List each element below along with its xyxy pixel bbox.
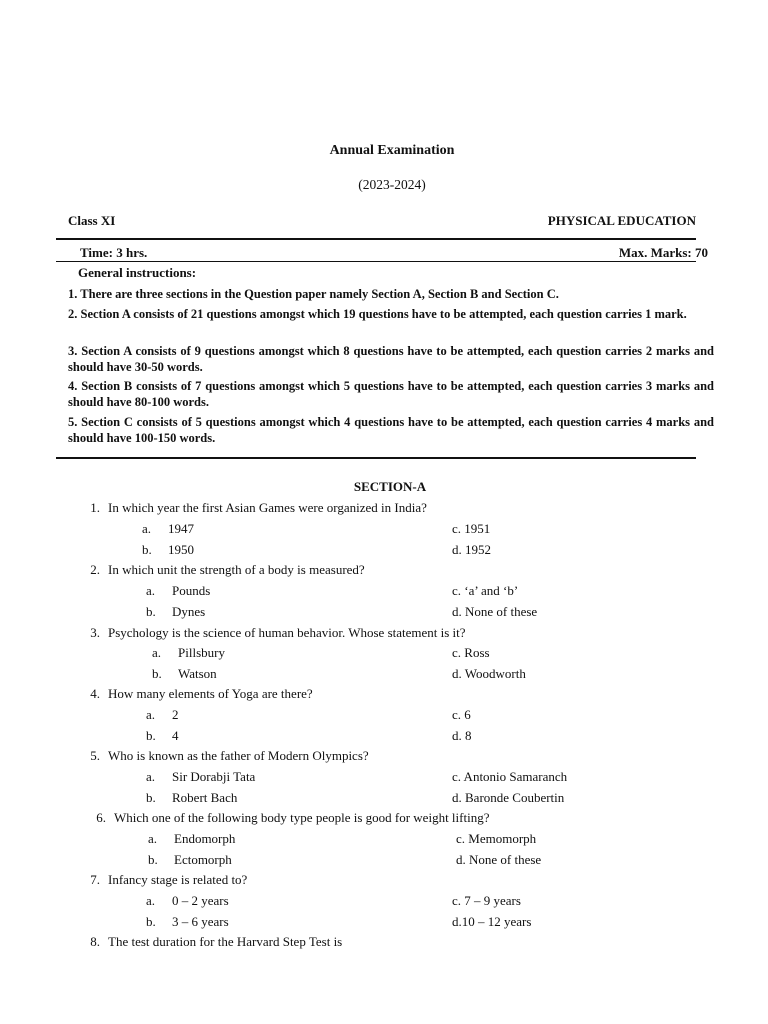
class-label: Class XI — [68, 213, 116, 228]
option-d: d. Woodworth — [452, 666, 526, 681]
time-label: Time: 3 hrs. — [80, 245, 148, 260]
instruction-text: Section A consists of 21 questions amongst which 19 questions have to be attempted, each question carries 1 mark. — [80, 307, 687, 321]
option-a: a. Pounds — [146, 583, 211, 598]
instruction-number: 4. — [68, 379, 78, 393]
option-a: a. Endomorph — [148, 831, 236, 846]
instruction-number: 2. — [68, 307, 78, 321]
exam-title: Annual Examination — [329, 143, 455, 158]
option-b: b. 4 — [146, 728, 179, 743]
instruction-text: There are three sections in the Question paper namely Section A, Section B and Section C. — [80, 287, 559, 301]
option-c: c. Memomorph — [456, 831, 537, 846]
option-c: c. 1951 — [452, 521, 491, 536]
instruction-item — [68, 414, 714, 446]
section-heading: SECTION-A — [353, 479, 427, 494]
question-text — [76, 562, 365, 578]
max-marks-label: Max. Marks: 70 — [618, 245, 708, 260]
instruction-text: Section B consists of 7 questions amongst which 5 questions have to be attempted, each question carries 3 marks and should have 80-100 words. — [68, 379, 714, 409]
exam-year: (2023-2024) — [358, 177, 426, 192]
option-c: c. 6 — [452, 707, 471, 722]
question-prompt: How many elements of Yoga are there? — [108, 686, 313, 701]
header-divider-top — [56, 238, 696, 240]
question-text — [76, 748, 369, 764]
question-prompt: Who is known as the father of Modern Olympics? — [108, 748, 369, 763]
question-number: 1. — [90, 500, 100, 515]
instruction-number: 5. — [68, 415, 78, 429]
question-number: 5. — [90, 748, 100, 763]
question-number: 4. — [90, 686, 100, 701]
option-a: a. Pillsbury — [152, 645, 225, 660]
question-text — [76, 625, 466, 641]
option-d: d. None of these — [456, 852, 542, 867]
question-prompt: In which year the first Asian Games were organized in India? — [108, 500, 427, 515]
question-text — [76, 500, 427, 516]
option-a: a. Sir Dorabji Tata — [146, 769, 256, 784]
subject-label: PHYSICAL EDUCATION — [547, 213, 696, 228]
question-text — [76, 686, 313, 702]
question-number: 8. — [90, 934, 100, 949]
question-text — [76, 872, 247, 888]
question-number: 2. — [90, 562, 100, 577]
option-b: b. Dynes — [146, 604, 206, 619]
instruction-item — [68, 378, 714, 410]
option-b: b. 1950 — [142, 542, 194, 557]
option-b: b. Watson — [152, 666, 217, 681]
instruction-number: 1. — [68, 287, 78, 301]
option-b: b. 3 – 6 years — [146, 914, 229, 929]
option-d: d. None of these — [452, 604, 538, 619]
instruction-item — [68, 286, 714, 302]
question-prompt: Infancy stage is related to? — [108, 872, 248, 887]
instruction-text: Section C consists of 5 questions amongst which 4 questions have to be attempted, each question carries 4 marks and should have 100-150 words. — [68, 415, 714, 445]
question-prompt: The test duration for the Harvard Step Test is — [108, 934, 343, 949]
question-number: 6. — [96, 810, 106, 825]
question-text — [76, 934, 342, 950]
instructions-divider — [56, 457, 696, 459]
option-c: c. Antonio Samaranch — [452, 769, 568, 784]
option-d: d.10 – 12 years — [452, 914, 532, 929]
header-divider-bottom — [56, 261, 696, 262]
instruction-number: 3. — [68, 344, 78, 358]
option-c: c. ‘a’ and ‘b’ — [452, 583, 519, 598]
option-d: d. 1952 — [452, 542, 491, 557]
question-prompt: Psychology is the science of human behavior. Whose statement is it? — [108, 625, 466, 640]
instruction-item — [68, 343, 714, 375]
question-text — [82, 810, 489, 826]
question-prompt: Which one of the following body type people is good for weight lifting? — [114, 810, 490, 825]
option-a: a. 1947 — [142, 521, 194, 536]
instruction-item — [68, 306, 714, 322]
option-d: d. Baronde Coubertin — [452, 790, 565, 805]
option-c: c. Ross — [452, 645, 490, 660]
option-a: a. 0 – 2 years — [146, 893, 229, 908]
instruction-text: Section A consists of 9 questions amongst which 8 questions have to be attempted, each question carries 2 marks and should have 30-50 words. — [68, 344, 715, 374]
option-a: a. 2 — [146, 707, 179, 722]
option-b: b. Ectomorph — [148, 852, 232, 867]
option-c: c. 7 – 9 years — [452, 893, 521, 908]
question-number: 7. — [90, 872, 100, 887]
option-b: b. Robert Bach — [146, 790, 238, 805]
question-prompt: In which unit the strength of a body is measured? — [108, 562, 365, 577]
option-d: d. 8 — [452, 728, 472, 743]
instructions-heading: General instructions: — [78, 265, 197, 280]
question-number: 3. — [90, 625, 100, 640]
